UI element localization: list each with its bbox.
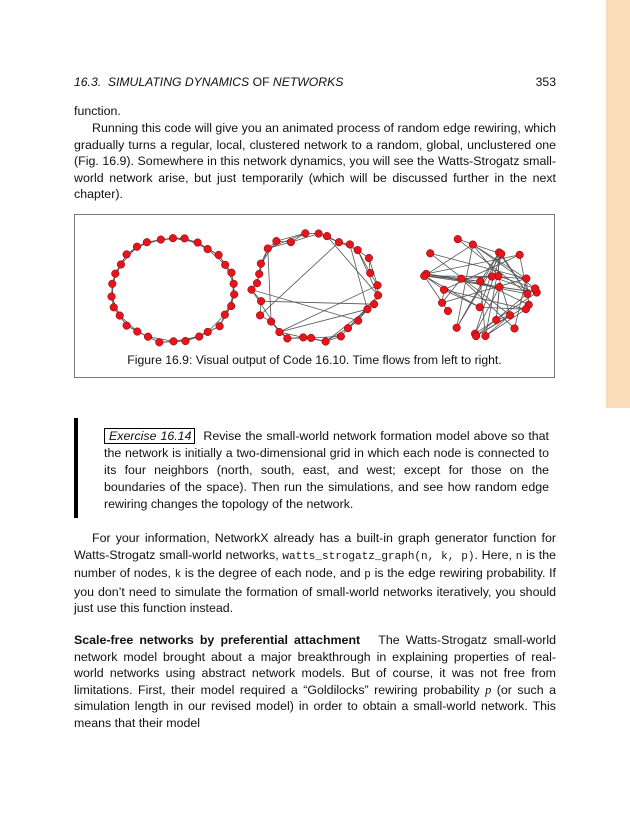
network-node [444, 307, 452, 315]
network-node [255, 270, 263, 278]
network-node [227, 302, 235, 310]
network-node [497, 250, 505, 258]
network-node [337, 333, 345, 341]
network-node [287, 238, 295, 246]
network-node [506, 311, 514, 319]
network-node [364, 305, 372, 313]
network-node [354, 317, 362, 325]
page-number: 353 [535, 75, 556, 89]
network-node [370, 300, 378, 308]
network-node [111, 270, 119, 278]
network-node [228, 269, 236, 277]
network-node [248, 286, 256, 294]
network-node [516, 251, 524, 259]
network-edge [350, 244, 368, 309]
network-node [307, 334, 315, 342]
paragraph-running-code: Running this code will give you an animated process of random edge rewiring, which gradually turns a regular, local, clustered network to a random, global, unclustered one (Fig. 16.9). Somewhere in this network dynamics, you will see the Watts-Strogatz small-world network arise, but just temporarily (which will be discussed further in the next chapter). [74, 121, 556, 202]
network-node [346, 241, 354, 249]
network-node [488, 273, 496, 281]
network-node [143, 238, 151, 246]
code-function: watts_strogatz_graph(n, k, p) [282, 550, 475, 563]
figure-caption: Figure 16.9: Visual output of Code 16.10. Time flows from left to right. [127, 353, 502, 367]
network-node [523, 290, 531, 298]
network-node [476, 303, 484, 311]
network-edge [268, 249, 271, 322]
network-node [182, 337, 190, 345]
network-snapshots [75, 215, 556, 349]
network-node [181, 235, 189, 243]
network-node [511, 325, 519, 333]
network-node [440, 286, 448, 294]
network-edge [514, 279, 526, 329]
chapter-tab [606, 0, 630, 408]
network-node [482, 332, 490, 340]
network-node [315, 230, 323, 238]
network-node [496, 283, 504, 291]
network-node [110, 304, 118, 312]
network-node [133, 243, 141, 251]
network-edges [112, 233, 537, 342]
network-node [230, 291, 238, 299]
network-node [257, 297, 265, 305]
network-node [438, 299, 446, 307]
network-node [123, 251, 131, 259]
network-node [344, 324, 352, 332]
network-edge [260, 242, 339, 315]
running-header [74, 75, 556, 91]
network-node [156, 339, 164, 347]
network-node [523, 275, 531, 283]
header-title: 16.3. SIMULATING DYNAMICS OF NETWORKS [74, 75, 344, 89]
network-edge [261, 301, 374, 304]
network-node [284, 335, 292, 343]
paragraph-networkx: For your information, NetworkX already has a built-in graph generator function for Watts-Strogatz small-world networks, watts_strogatz_graph(n, k, p). Here, n is the number of nodes, k is the degree of each node, and p is the edge rewiring probability. If you don’t need to simulate the formation of small-world networks iteratively, you should just use this function instead. [74, 531, 556, 616]
network-node [253, 279, 261, 287]
network-node [374, 282, 382, 290]
network-node [117, 261, 125, 269]
network-node [531, 285, 539, 293]
paragraph-function: function. [74, 104, 121, 118]
network-node [299, 334, 307, 342]
network-edge [252, 290, 280, 332]
network-node [374, 292, 382, 300]
network-node [273, 237, 281, 245]
network-node [204, 245, 212, 253]
exercise-text: Exercise 16.14 Revise the small-world network formation model above so that the network is initially a two-dimensional grid in which each node is connected to its four neighbors (north, south, east, and west; except for those on the boundaries of the space). Then run the simulations, and see how random edge rewiring changes the topology of the network. [104, 429, 549, 511]
network-node [354, 246, 362, 254]
network-node [492, 316, 500, 324]
network-edge [457, 245, 473, 328]
network-node [323, 232, 331, 240]
network-node [472, 332, 480, 340]
network-node [257, 260, 265, 268]
network-node [133, 328, 141, 336]
network-node [123, 322, 131, 330]
network-node [522, 305, 530, 313]
network-node [264, 245, 272, 253]
network-node [221, 261, 229, 269]
network-node [216, 322, 224, 330]
network-node [194, 239, 202, 247]
network-node [204, 328, 212, 336]
network-node [476, 278, 484, 286]
network-node [426, 250, 434, 258]
exercise-label: Exercise 16.14 [104, 428, 195, 444]
network-node [365, 254, 373, 262]
paragraph-scale-free: Scale-free networks by preferential attachment The Watts-Strogatz small-world network model brought about a major breakthrough in explaining properties of real-world networks using abstract network models. But of course, it was not free from limitations. First, their model required a “Goldilocks” rewiring probability p (or such a simulation length in our revised model) in order to obtain a small-world network. This means that their model [74, 633, 556, 730]
network-edge [430, 253, 526, 278]
network-node [169, 234, 177, 242]
section-heading: Scale-free networks by preferential attachment [74, 633, 361, 647]
network-node [157, 236, 165, 244]
network-edge [279, 285, 377, 332]
exercise-box [74, 418, 550, 518]
network-node [221, 311, 229, 319]
network-node [195, 333, 203, 341]
network-node [322, 338, 330, 346]
network-node [453, 324, 461, 332]
network-node [108, 280, 116, 288]
network-node [215, 251, 223, 259]
network-node [108, 293, 116, 301]
network-node [256, 312, 264, 320]
network-node [458, 275, 466, 283]
network-node [420, 272, 428, 280]
network-node [276, 328, 284, 336]
network-node [230, 280, 238, 288]
network-edge [458, 239, 501, 254]
network-node [267, 318, 275, 326]
network-node [170, 338, 178, 346]
network-node [469, 241, 477, 249]
network-node [301, 230, 309, 238]
network-edge [424, 245, 473, 276]
network-node [454, 235, 462, 243]
network-node [366, 269, 374, 277]
network-nodes [108, 230, 541, 347]
network-node [144, 333, 152, 341]
network-node [335, 238, 343, 246]
network-node [116, 312, 124, 320]
figure-16-9 [74, 214, 555, 378]
